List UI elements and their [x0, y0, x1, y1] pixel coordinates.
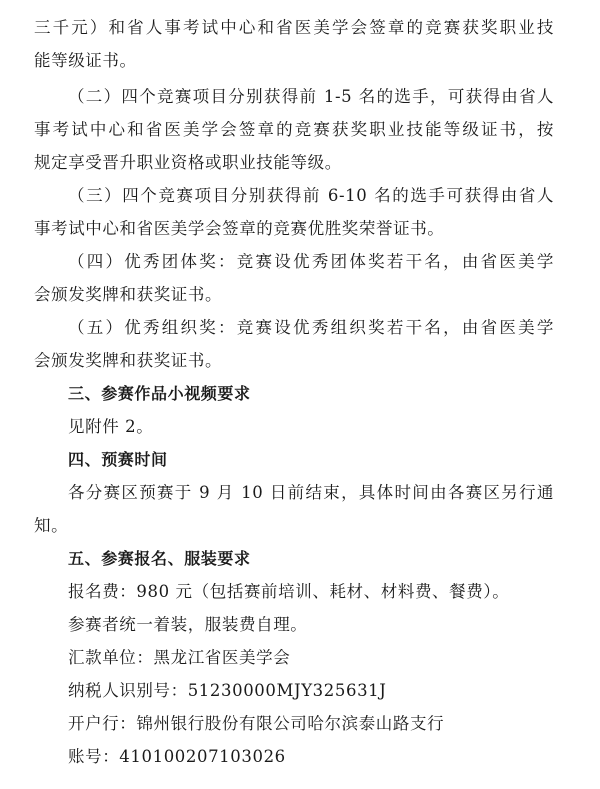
paragraph-line: 三千元）和省人事考试中心和省医美学会签章的竞赛获奖职业技: [34, 18, 554, 37]
paragraph-line: （五）优秀组织奖：竞赛设优秀组织奖若干名，由省医美学: [68, 318, 554, 337]
paragraph-line: 知。: [34, 516, 69, 535]
paragraph-line: 纳税人识别号：51230000MJY325631J: [68, 681, 387, 700]
paragraph-line: 见附件 2。: [68, 417, 154, 436]
paragraph-line: 汇款单位：黑龙江省医美学会: [68, 648, 291, 667]
paragraph-line: （三）四个竞赛项目分别获得前 6-10 名的选手可获得由省人: [68, 186, 554, 205]
paragraph-line: 账号：410100207103026: [68, 747, 286, 766]
section-heading: 三、参赛作品小视频要求: [68, 384, 251, 403]
section-heading: 四、预赛时间: [68, 450, 168, 469]
paragraph-line: 开户行：锦州银行股份有限公司哈尔滨泰山路支行: [68, 714, 445, 733]
paragraph-line: 事考试中心和省医美学会签章的竞赛优胜奖荣誉证书。: [34, 219, 445, 238]
paragraph-line: 参赛者统一着装，服装费自理。: [68, 615, 308, 634]
paragraph-line: 报名费：980 元（包括赛前培训、耗材、材料费、餐费）。: [68, 582, 510, 601]
paragraph-line: 各分赛区预赛于 9 月 10 日前结束，具体时间由各赛区另行通: [68, 483, 554, 502]
paragraph-line: （四）优秀团体奖：竞赛设优秀团体奖若干名，由省医美学: [68, 252, 554, 271]
paragraph-line: 会颁发奖牌和获奖证书。: [34, 285, 223, 304]
paragraph-line: 事考试中心和省医美学会签章的竞赛获奖职业技能等级证书，按: [34, 120, 554, 139]
paragraph-line: （二）四个竞赛项目分别获得前 1-5 名的选手，可获得由省人: [68, 87, 554, 106]
paragraph-line: 规定享受晋升职业资格或职业技能等级。: [34, 153, 342, 172]
section-heading: 五、参赛报名、服装要求: [68, 549, 251, 568]
paragraph-line: 能等级证书。: [34, 51, 137, 70]
paragraph-line: 会颁发奖牌和获奖证书。: [34, 351, 223, 370]
